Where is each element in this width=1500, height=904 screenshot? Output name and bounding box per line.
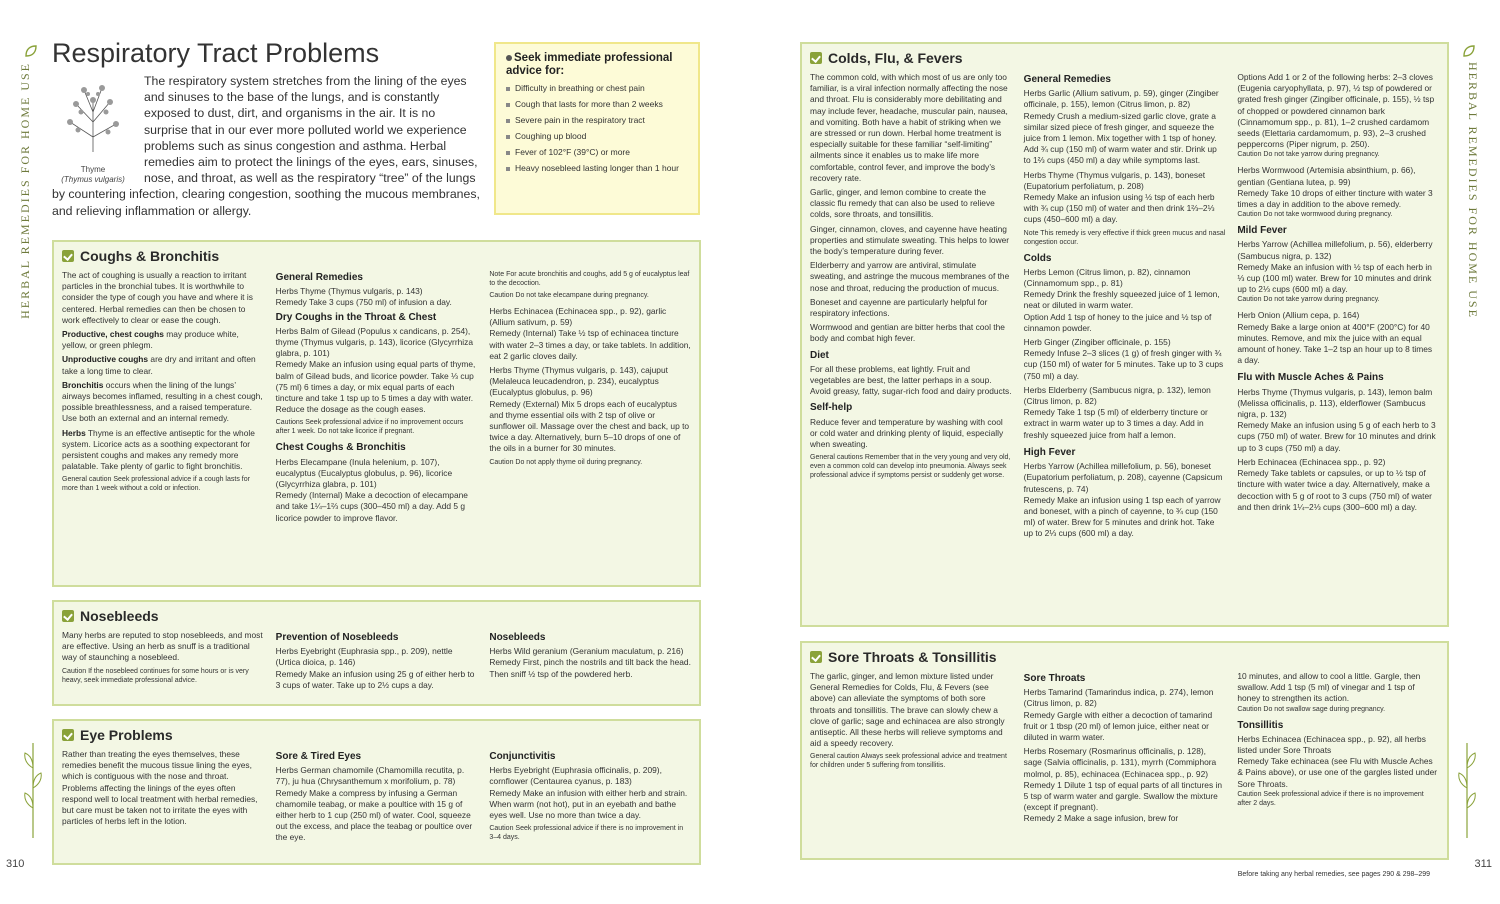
- caution-note: Caution If the nosebleed continues for some hours or is very heavy, seek immediate professional advice.: [62, 667, 249, 684]
- paragraph: Herbs Wormwood (Artemisia absinthium, p. 66), gentian (Gentiana lutea, p. 99): [1237, 165, 1416, 187]
- sprig-icon: [1456, 738, 1478, 838]
- intro-text: The respiratory system stretches from the lining of the eyes and sinuses to the base of the lungs, and is constantly exposed to dust, dirt, and organisms in the air. It is no surprise that in our ever more polluted world we experience problems such as sinus congestion and asthma. Herbal remedies aim to protect the linings of the eyes, ears, sinuses, nose, and throat, as well as the respiratory “tree” of the lungs by countering infection, clearing congestion, soothing the mucous membranes, and relieving inflammation or allergy.: [52, 74, 480, 218]
- page-number-right: 311: [1474, 858, 1492, 870]
- caution-note: Caution Do not apply thyme oil during pregnancy.: [489, 458, 643, 466]
- caution-note: Caution Seek professional advice if there is no improvement in 3–4 days.: [489, 825, 684, 842]
- paragraph: Remedy Take 1 tsp (5 ml) of elderberry tincture or extract in warm water up to 3 times a day. Add in freshly squeezed juice from half a lemon.: [1023, 407, 1208, 440]
- paragraph: Remedy Bake a large onion at 400°F (200°C) for 40 minutes. Remove, and mix the juice with an equal amount of honey. Take 1–2 tsp an hour up to 8 times a day.: [1237, 321, 1433, 366]
- footer-note: Before taking any herbal remedies, see pages 290 & 298–299: [1237, 871, 1430, 878]
- paragraph: Remedy 2 Make a sage infusion, brew for: [1023, 813, 1179, 824]
- checkbox-icon: [62, 610, 74, 622]
- sprig-icon: [22, 738, 44, 838]
- caution-note: Caution Do not take yarrow during pregnancy.: [1237, 151, 1380, 159]
- checkbox-icon: [62, 250, 74, 262]
- caution-note: Cautions Seek professional advice if no improvement occurs after 1 week. Do not take licorice if pregnant.: [275, 419, 464, 436]
- alert-icon: [506, 55, 512, 61]
- subheading: Nosebleeds: [489, 632, 546, 643]
- warning-list: [506, 83, 688, 174]
- paragraph: Herb Echinacea (Echinacea spp., p. 92): [1237, 456, 1386, 467]
- subheading: Conjunctivitis: [489, 751, 556, 762]
- paragraph: Productive, chest coughs may produce white, yellow, or green phlegm.: [62, 329, 239, 351]
- subheading: Mild Fever: [1237, 225, 1287, 237]
- paragraph: Herbs Balm of Gilead (Populus x candicans, p. 254), thyme (Thymus vulgaris, p. 143), licorice (Glycyrrhiza glabra, p. 101): [275, 325, 473, 359]
- paragraph: Remedy Drink the freshly squeezed juice of 1 lemon, neat or diluted in warm water.: [1023, 289, 1220, 311]
- paragraph: The garlic, ginger, and lemon mixture listed under General Remedies for Colds, Flu, & Fevers (see above) can alleviate the symptoms of both sore throats and tonsillitis. The brave can slowly chew a clove of garlic; sage and echinacea are also strongly antiseptic. All these herbs will relieve symptoms and aid a speedy recovery.: [810, 671, 1005, 749]
- paragraph: Herbs Echinacea (Echinacea spp., p. 92), garlic (Allium sativum, p. 59): [489, 306, 667, 328]
- checkbox-icon: [62, 729, 74, 741]
- paragraph: Herbs German chamomile (Chamomilla recutita, p. 77), ju hua (Chrysanthemum x morifolium, p. 78): [275, 765, 465, 787]
- paragraph: Herbs Yarrow (Achillea millefolium, p. 56), elderberry (Sambucus nigra, p. 132): [1237, 239, 1433, 261]
- list-item: Severe pain in the respiratory tract: [506, 115, 688, 126]
- paragraph: Remedy Take tablets or capsules, or up to ½ tsp of tincture with water twice a day. Alternatively, make a decoction with 5 g of root to 3 cups (750 ml) of water and then drink 1¼–2⅓ cups (300–600 ml) a day.: [1237, 468, 1432, 512]
- list-item: Difficulty in breathing or chest pain: [506, 83, 688, 94]
- paragraph: Remedy Take echinacea (see Flu with Muscle Aches & Pains above), or use one of the gargles listed under Sore Throats.: [1237, 756, 1438, 789]
- paragraph: 10 minutes, and allow to cool a little. Gargle, then swallow. Add 1 tsp (5 ml) of vinegar and 1 tsp of honey to strengthen its action.: [1237, 671, 1421, 704]
- paragraph: Elderberry and yarrow are antiviral, stimulate sweating, and astringe the mucous membranes of the nose and throat, reducing the production of mucus.: [810, 260, 1010, 293]
- paragraph: The common cold, with which most of us are only too familiar, is a viral infection normally affecting the nose and throat. Flu is considerably more debilitating and may include fever, headache, muscular pain, nausea, and vomiting. Both have a habit of striking when we are stressed or run down. Herbal home treatment is especially suitable for these familiar “self-limiting” ailments since it enables us to make life more comfortable, control fever, and improve the body’s recovery rate.: [810, 72, 1008, 183]
- paragraph: Herbs Thyme is an effective antiseptic for the whole system. Licorice acts as a soothing expectorant for persistent coughs and makes any remedy more palatable. Take plenty of garlic to fight bronchitis.: [62, 427, 255, 472]
- paragraph: Bronchitis occurs when the lining of the lungs’ airways becomes inflamed, resulting in a chest cough, possible breathlessness, and a raised temperature. Use both an external and an internal remedy.: [62, 379, 263, 424]
- paragraph: Herb Ginger (Zingiber officinale, p. 155): [1023, 337, 1171, 348]
- section-title: Colds, Flu, & Fevers: [810, 50, 1439, 66]
- paragraph: Remedy Gargle with either a decoction of tamarind fruit or 1 tbsp (20 ml) of lemon juice, either neat or diluted in warm water.: [1023, 709, 1213, 743]
- paragraph: Herbs Thyme (Thymus vulgaris, p. 143): [275, 286, 423, 297]
- subheading: Dry Coughs in the Throat & Chest: [275, 311, 437, 323]
- paragraph: Remedy Make an infusion using 5 g of each herb to 3 cups (750 ml) of water. Brew for 10 minutes and drink up to 3 cups (750 ml) a day.: [1237, 420, 1436, 453]
- sore-throats-section: [800, 641, 1449, 860]
- eye-problems-section: [52, 719, 701, 865]
- paragraph: Herbs Lemon (Citrus limon, p. 82), cinnamon (Cinnamomum spp., p. 81): [1023, 266, 1191, 289]
- paragraph: Herbs Eyebright (Euphrasia officinalis, p. 209), cornflower (Centaurea cyanus, p. 183): [489, 765, 662, 787]
- subheading: Prevention of Nosebleeds: [275, 632, 399, 643]
- paragraph: Remedy Make an infusion with ½ tsp of each herb in ⅓ cup (100 ml) water. Brew for 10 minutes and drink up to 2⅓ cups (600 ml) a day.: [1237, 261, 1432, 295]
- note: Note This remedy is very effective if thick green mucus and nasal congestion occur.: [1023, 229, 1226, 246]
- leaf-icon: [1462, 44, 1476, 58]
- paragraph: Remedy Make an infusion using 1 tsp each of yarrow and boneset, with a pinch of cayenne, to ¾ cup (150 ml) of water. Brew for 5 minutes and drink hot. Take up to 2⅓ cups (600 ml) a day.: [1023, 494, 1221, 539]
- subheading: General Remedies: [1023, 74, 1111, 85]
- subheading: Colds: [1023, 252, 1052, 264]
- paragraph: Remedy Make an infusion using ½ tsp of each herb with ¾ cup (150 ml) of water and then drink 1⅔–2⅓ cups (450–600 ml) a day.: [1023, 192, 1215, 225]
- paragraph: Remedy Make an infusion with either herb and strain. When warm (not hot), put in an eyebath and bathe eyes well. Use no more than twice a day.: [489, 787, 688, 821]
- checkbox-icon: [810, 52, 822, 64]
- subheading: Diet: [810, 349, 829, 361]
- paragraph: Remedy (External) Mix 5 drops each of eucalyptus and thyme essential oils with 2 tsp of olive or sunflower oil. Massage over the chest and back, up to twice a day. Alternatively, burn 5–10 drops of one of the oils in a burner for 30 minutes.: [489, 398, 690, 454]
- paragraph: Herbs Wild geranium (Geranium maculatum, p. 216): [489, 646, 684, 657]
- list-item: Heavy nosebleed lasting longer than 1 hour: [506, 163, 688, 174]
- coughs-section: [52, 240, 701, 587]
- paragraph: Remedy Crush a medium-sized garlic clove, grate a similar sized piece of fresh ginger, and squeeze the juice from 1 lemon. Mix together with 1 tsp of honey. Add ¾ cup (150 ml) of warm water and stir. Drink up to 1⅔ cups (450 ml) a day while symptoms last.: [1023, 110, 1217, 166]
- paragraph: Herbs Yarrow (Achillea millefolium, p. 56), boneset (Eupatorium perfoliatum, p. 208), cayenne (Capsicum frutescens, p. 74): [1023, 461, 1223, 494]
- paragraph: Remedy Make an infusion using equal parts of thyme, balm of Gilead buds, and licorice powder. Take ⅓ cup (75 ml) 6 times a day, or mix equal parts of each tincture and take 1 tsp up to 5 times a day with water. Reduce the dosage as the cough eases.: [275, 359, 476, 415]
- paragraph: Ginger, cinnamon, cloves, and cayenne have heating properties and stimulate sweating. This helps to lower the body’s temperature during fever.: [810, 223, 1010, 257]
- paragraph: Remedy First, pinch the nostrils and tilt back the head. Then sniff ½ tsp of the powdered herb.: [489, 657, 691, 679]
- paragraph: Herbs Elderberry (Sambucus nigra, p. 132), lemon (Citrus limon, p. 82): [1023, 384, 1211, 407]
- caution-note: General caution Always seek professional advice and treatment for children under 5 suffering from tonsillitis.: [810, 753, 1007, 770]
- warning-heading: Seek immediate professional advice for:: [506, 52, 673, 77]
- section-title: Sore Throats & Tonsillitis: [810, 649, 1439, 665]
- paragraph: Herbs Eyebright (Euphrasia spp., p. 209), nettle (Urtica dioica, p. 146): [275, 646, 453, 668]
- list-item: Fever of 102°F (39°C) or more: [506, 147, 688, 158]
- list-item: Cough that lasts for more than 2 weeks: [506, 99, 688, 110]
- paragraph: Rather than treating the eyes themselves, these remedies benefit the mucous tissue lining the eyes, which is contiguous with the nose and throat. Problems affecting the linings of the eyes often respond well to local treatment with herbal remedies, but care must be taken not to irritate the eyes with particles of herbs left in the lotion.: [62, 749, 258, 827]
- nosebleeds-section: [52, 600, 701, 706]
- paragraph: Herbs Rosemary (Rosmarinus officinalis, p. 128), sage (Salvia officinalis, p. 131), myrrh (Commiphora molmol, p. 85), echinacea (Echinacea spp., p. 92): [1023, 746, 1217, 779]
- section-title: Coughs & Bronchitis: [62, 248, 691, 264]
- paragraph: Remedy Infuse 2–3 slices (1 g) of fresh ginger with ¾ cup (150 ml) of water for 5 minutes. Take up to 3 cups (750 ml) a day.: [1023, 348, 1224, 381]
- paragraph: Herb Onion (Allium cepa, p. 164): [1237, 310, 1360, 321]
- list-item: Coughing up blood: [506, 131, 688, 142]
- subheading: Tonsillitis: [1237, 719, 1284, 731]
- warning-box: [494, 42, 700, 215]
- caution-note: Caution Do not take yarrow during pregnancy.: [1237, 296, 1380, 304]
- subheading: Sore Throats: [1023, 673, 1086, 684]
- paragraph: Option Add 1 tsp of honey to the juice and ½ tsp of cinnamon powder.: [1023, 311, 1212, 333]
- subheading: Chest Coughs & Bronchitis: [275, 442, 406, 454]
- section-title: Eye Problems: [62, 727, 691, 743]
- paragraph: Remedy Make an infusion using 25 g of either herb to 3 cups of water. Take up to 2½ cups a day.: [275, 668, 475, 690]
- paragraph: The act of coughing is usually a reaction to irritant particles in the bronchial tubes. It is worthwhile to consider the type of cough you have and where it is centered. Herbal remedies can then be chosen to work effectively to clear or ease the cough.: [62, 270, 253, 325]
- paragraph: Remedy 1 Dilute 1 tsp of equal parts of all tinctures in 5 tsp of warm water and gargle. Swallow the mixture (except if pregnant).: [1023, 779, 1222, 813]
- thyme-caption: Thyme (Thymus vulgaris): [61, 165, 125, 184]
- caution-note: General caution Seek professional advice if a cough lasts for more than 1 week without a cold or infection.: [62, 476, 250, 493]
- paragraph: For all these problems, eat lightly. Fruit and vegetables are best, the latter perhaps in a soup. Avoid greasy, fatty, sugar-rich food and dairy products.: [810, 363, 1012, 397]
- checkbox-icon: [810, 651, 822, 663]
- paragraph: Unproductive coughs are dry and irritant and often take a long time to clear.: [62, 354, 256, 376]
- section-title: Nosebleeds: [62, 608, 691, 624]
- paragraph: Remedy (Internal) Make a decoction of elecampane and take 1¼–1⅔ cups (300–450 ml) a day. Add 5 g licorice powder to improve flavor.: [275, 490, 468, 523]
- paragraph: Remedy Take 10 drops of either tincture with water 3 times a day in addition to the above remedy.: [1237, 187, 1433, 210]
- caution-note: Caution Seek professional advice if there is no improvement after 2 days.: [1237, 790, 1424, 807]
- paragraph: Garlic, ginger, and lemon combine to create the classic flu remedy that can also be used to relieve colds, sore throats, and tonsillitis.: [810, 187, 995, 220]
- paragraph: Herbs Echinacea (Echinacea spp., p. 92), all herbs listed under Sore Throats: [1237, 733, 1426, 756]
- page-number-left: 310: [6, 858, 25, 870]
- colds-section: [800, 42, 1449, 627]
- note: Note For acute bronchitis and coughs, add 5 g of eucalyptus leaf to the decoction.: [489, 271, 690, 287]
- leaf-icon: [24, 44, 38, 58]
- paragraph: Reduce fever and temperature by washing with cool or cold water and drinking plenty of liquid, especially when sweating.: [810, 416, 1004, 450]
- subheading: Sore & Tired Eyes: [275, 751, 362, 762]
- paragraph: Herbs Thyme (Thymus vulgaris, p. 143), boneset (Eupatorium perfoliatum, p. 208): [1023, 169, 1206, 191]
- side-label-left: HERBAL REMEDIES FOR HOME USE: [18, 62, 32, 319]
- paragraph: Herbs Thyme (Thymus vulgaris, p. 143), lemon balm (Melissa officinalis, p. 113), elderflower (Sambucus nigra, p. 132): [1237, 386, 1433, 420]
- caution-note: Caution Do not take elecampane during pregnancy.: [489, 292, 649, 299]
- paragraph: Wormwood and gentian are bitter herbs that cool the body and combat high fever.: [810, 322, 1005, 344]
- caution-note: Caution Do not swallow sage during pregnancy.: [1237, 705, 1386, 713]
- paragraph: Remedy Make a compress by infusing a German chamomile teabag, or make a poultice with 15 g of either herb to 1 cup (250 ml) of water. Cool, squeeze out the excess, and place the teabag or poultice over the eye.: [275, 787, 473, 843]
- paragraph: Boneset and cayenne are particularly helpful for respiratory infections.: [810, 296, 988, 319]
- caution-note: General cautions Remember that in the very young and very old, even a common cold can develop into pneumonia. Always seek professional advice if symptoms persist or suddenly get worse.: [810, 454, 1011, 480]
- page-title: Respiratory Tract Problems: [52, 38, 380, 68]
- paragraph: Remedy (Internal) Take ½ tsp of echinacea tincture with water 2–3 times a day, or take tablets. In addition, eat 2 garlic cloves daily.: [489, 328, 691, 361]
- paragraph: Herbs Elecampane (Inula helenium, p. 107), eucalyptus (Eucalyptus globulus, p. 96), licorice (Glycyrrhiza glabra, p. 101): [275, 456, 453, 490]
- paragraph: Herbs Thyme (Thymus vulgaris, p. 143), cajuput (Melaleuca leucadendron, p. 234), eucalyptus (Eucalyptus globulus, p. 96): [489, 365, 668, 398]
- subheading: General Remedies: [275, 272, 363, 283]
- paragraph: Remedy Take 3 cups (750 ml) of infusion a day.: [275, 297, 452, 308]
- paragraph: Many herbs are reputed to stop nosebleeds, and most are effective. Using an herb as snuff is a traditional way of staunching a nosebleed.: [62, 630, 263, 663]
- subheading: High Fever: [1023, 446, 1076, 458]
- subheading: Flu with Muscle Aches & Pains: [1237, 372, 1384, 384]
- paragraph: Options Add 1 or 2 of the following herbs: 2–3 cloves (Eugenia caryophyllata, p. 97), ½ tsp of powdered or grated fresh ginger (Zingiber officinale, p. 155), ½ tsp of chopped or powdered cinnamon bark (Cinnamomum spp., p. 81), 1–2 crushed cardamom seeds (Elettaria cardamomum, p. 93), 2–3 crushed peppercorns (Piper nigrum, p. 250).: [1237, 72, 1435, 150]
- paragraph: Herbs Tamarind (Tamarindus indica, p. 274), lemon (Citrus limon, p. 82): [1023, 687, 1214, 709]
- subheading: Self-help: [810, 402, 853, 414]
- paragraph: Herbs Garlic (Allium sativum, p. 59), ginger (Zingiber officinale, p. 155), lemon (Citrus limon, p. 82): [1023, 88, 1219, 110]
- side-label-right: HERBAL REMEDIES FOR HOME USE: [1466, 62, 1480, 319]
- caution-note: Caution Do not take wormwood during pregnancy.: [1237, 211, 1393, 219]
